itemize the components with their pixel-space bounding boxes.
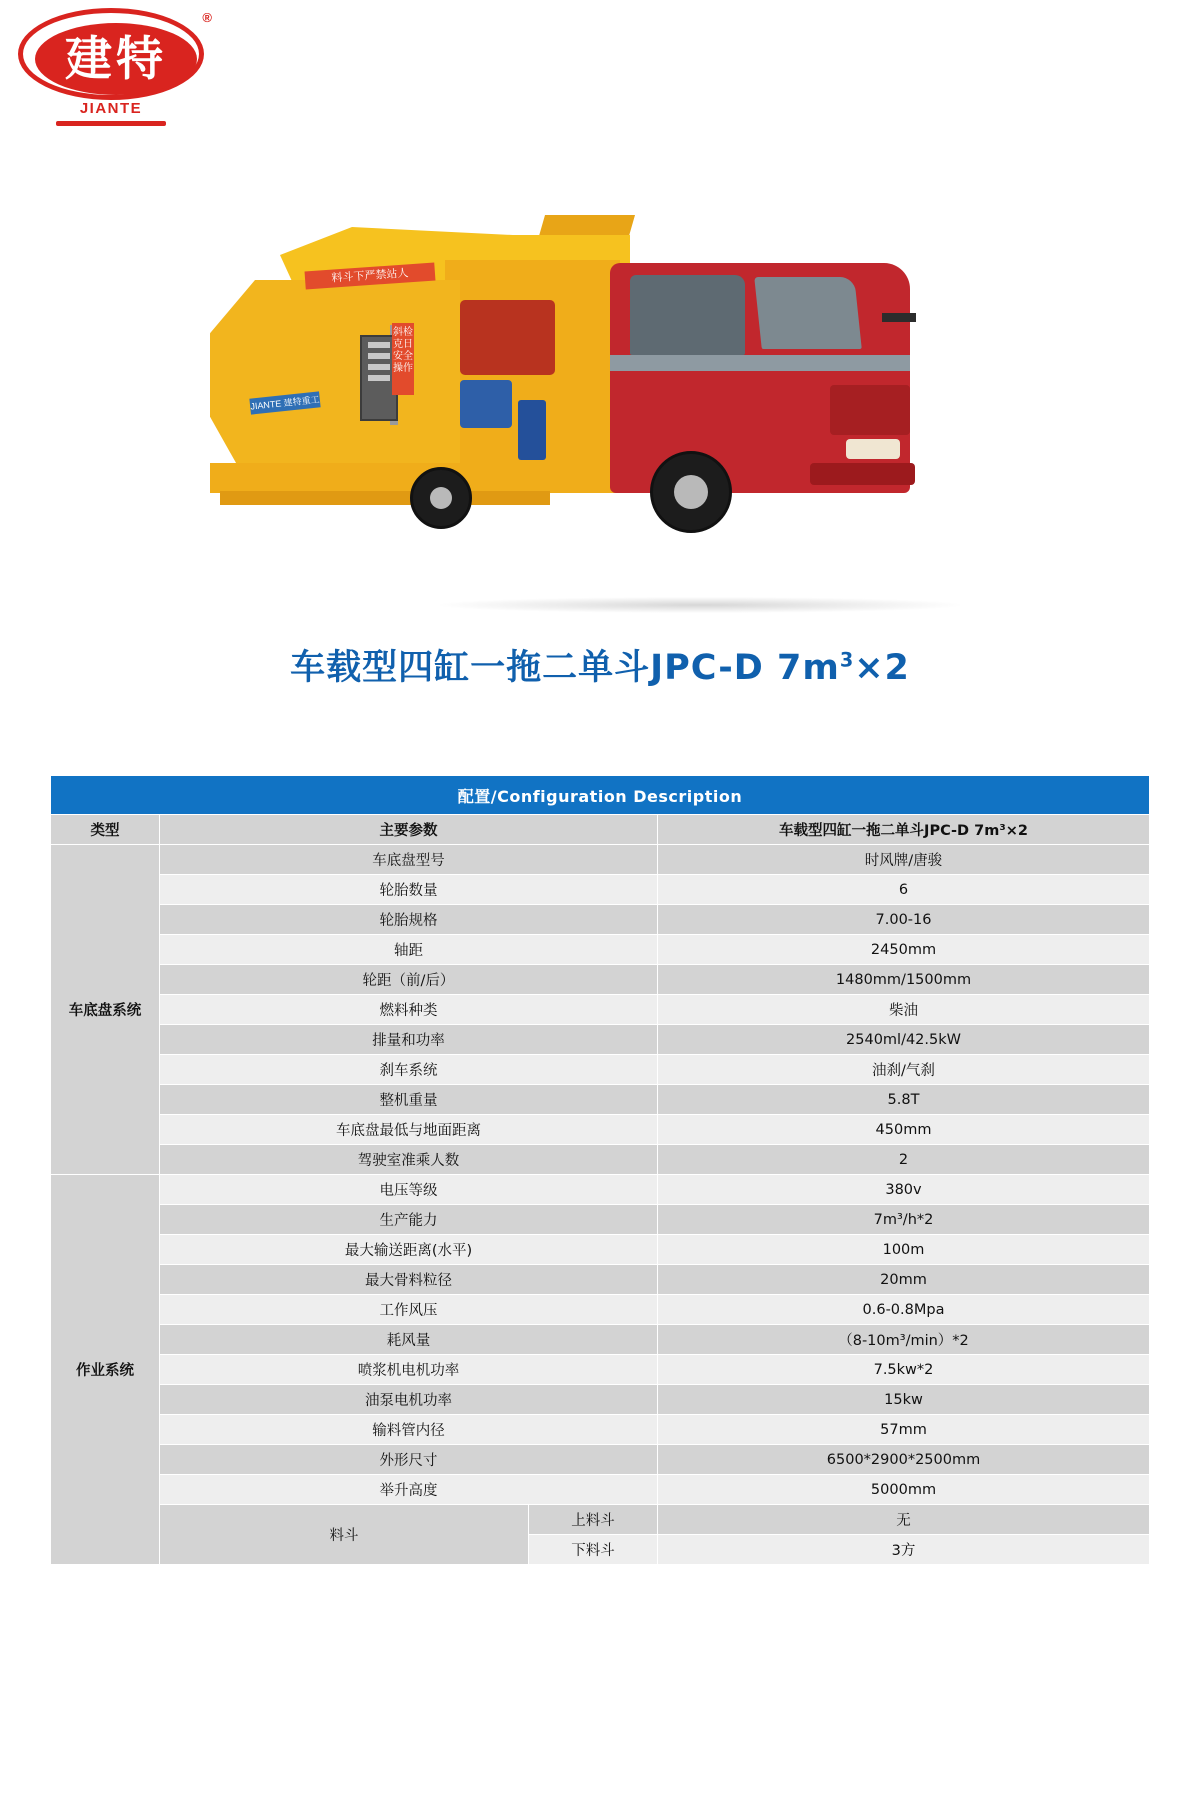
table-row [51, 845, 1150, 875]
param-value: 450mm [658, 1115, 1150, 1145]
param-value: 无 [658, 1505, 1150, 1535]
param-value: 5000mm [658, 1475, 1150, 1505]
param-label: 电压等级 [160, 1175, 658, 1205]
cab-midline-trim [610, 355, 910, 371]
param-value: 6 [658, 875, 1150, 905]
column-header-model: 车载型四缸一拖二单斗JPC-D 7m³×2 [658, 815, 1150, 845]
table-row [51, 1175, 1150, 1205]
param-value: 7m³/h*2 [658, 1205, 1150, 1235]
table-row [51, 1475, 1150, 1505]
param-value: 7.5kw*2 [658, 1355, 1150, 1385]
table-row [51, 1115, 1150, 1145]
cab-side-window [630, 275, 745, 355]
param-value: 柴油 [658, 995, 1150, 1025]
param-label: 轴距 [160, 935, 658, 965]
logo-outer-ring [18, 8, 204, 100]
param-value: 20mm [658, 1265, 1150, 1295]
category-chassis-system: 车底盘系统 [51, 845, 160, 1175]
sub-label-upper-hopper: 上料斗 [529, 1505, 658, 1535]
param-label: 举升高度 [160, 1475, 658, 1505]
table-row [51, 1295, 1150, 1325]
table-row [51, 1325, 1150, 1355]
param-value: 油刹/气刹 [658, 1055, 1150, 1085]
param-label: 轮胎数量 [160, 875, 658, 905]
brand-decal: JIANTE 建特重工 [249, 391, 320, 414]
front-grille [830, 385, 910, 435]
specification-table [50, 775, 1150, 1565]
company-logo [18, 8, 212, 133]
param-label: 轮距（前/后） [160, 965, 658, 995]
page-title-suffix: ×2 [854, 648, 910, 688]
param-label: 刹车系统 [160, 1055, 658, 1085]
param-label: 生产能力 [160, 1205, 658, 1235]
param-label: 工作风压 [160, 1295, 658, 1325]
table-row [51, 1205, 1150, 1235]
param-value: 6500*2900*2500mm [658, 1445, 1150, 1475]
registered-trademark-icon: ® [202, 10, 212, 25]
page-title-main: 车载型四缸一拖二单斗JPC-D 7m [290, 648, 840, 688]
table-row [51, 1235, 1150, 1265]
table-row [51, 875, 1150, 905]
param-value: 57mm [658, 1415, 1150, 1445]
param-label: 驾驶室准乘人数 [160, 1145, 658, 1175]
product-photo [0, 150, 1200, 620]
cab-windshield [754, 277, 862, 349]
param-label: 外形尺寸 [160, 1445, 658, 1475]
param-label: 车底盘型号 [160, 845, 658, 875]
param-value: 2 [658, 1145, 1150, 1175]
headlight [846, 439, 900, 459]
hydraulic-pump-a [460, 380, 512, 428]
param-label: 油泵电机功率 [160, 1385, 658, 1415]
param-label: 车底盘最低与地面距离 [160, 1115, 658, 1145]
param-label: 燃料种类 [160, 995, 658, 1025]
category-operation-system: 作业系统 [51, 1175, 160, 1565]
param-value: 5.8T [658, 1085, 1150, 1115]
table-row [51, 1025, 1150, 1055]
logo-pinyin: JIANTE [79, 100, 143, 117]
table-column-header-row [51, 815, 1150, 845]
param-value: 2540ml/42.5kW [658, 1025, 1150, 1055]
wheel-rear [410, 467, 472, 529]
param-value: 2450mm [658, 935, 1150, 965]
logo-underline-bar [56, 121, 166, 126]
param-label-hopper: 料斗 [160, 1505, 529, 1565]
param-label: 轮胎规格 [160, 905, 658, 935]
param-label: 输料管内径 [160, 1415, 658, 1445]
param-value: 7.00-16 [658, 905, 1150, 935]
table-header-title: 配置/Configuration Description [51, 776, 1150, 815]
page-title [0, 640, 1200, 690]
table-row [51, 995, 1150, 1025]
front-bumper [810, 463, 915, 485]
table-row [51, 1505, 1150, 1535]
side-mirror [882, 313, 916, 322]
warning-decal-top: 料斗下严禁站人 [305, 262, 436, 289]
param-label: 整机重量 [160, 1085, 658, 1115]
table-row [51, 1265, 1150, 1295]
pump-unit-red [460, 300, 555, 375]
param-label: 最大输送距离(水平) [160, 1235, 658, 1265]
table-row [51, 965, 1150, 995]
table-row [51, 1085, 1150, 1115]
column-header-type: 类型 [51, 815, 160, 845]
sub-label-lower-hopper: 下料斗 [529, 1535, 658, 1565]
page-title-superscript: 3 [839, 648, 855, 672]
table-row [51, 1145, 1150, 1175]
warning-decal-side: 斜检克日 安全操作 [392, 323, 414, 395]
param-value: 时风牌/唐骏 [658, 845, 1150, 875]
param-label: 喷浆机电机功率 [160, 1355, 658, 1385]
param-value: 100m [658, 1235, 1150, 1265]
param-label: 耗风量 [160, 1325, 658, 1355]
param-value: 3方 [658, 1535, 1150, 1565]
param-label: 排量和功率 [160, 1025, 658, 1055]
table-row [51, 1055, 1150, 1085]
table-row [51, 1355, 1150, 1385]
chassis-frame-lower [220, 491, 550, 505]
param-label: 最大骨料粒径 [160, 1265, 658, 1295]
table-row [51, 1445, 1150, 1475]
table-row [51, 905, 1150, 935]
param-value: 1480mm/1500mm [658, 965, 1150, 995]
param-value: 15kw [658, 1385, 1150, 1415]
table-row [51, 1415, 1150, 1445]
logo-chinese-name: 建特 [65, 31, 167, 87]
machine-illustration [210, 205, 1000, 585]
lower-hopper [210, 280, 460, 470]
table-header-row [51, 776, 1150, 815]
param-value: （8-10m³/min）*2 [658, 1325, 1150, 1355]
ground-shadow [440, 597, 960, 613]
table-row [51, 1385, 1150, 1415]
table-row [51, 935, 1150, 965]
param-value: 380v [658, 1175, 1150, 1205]
wheel-front [650, 451, 732, 533]
hydraulic-pump-b [518, 400, 546, 460]
param-value: 0.6-0.8Mpa [658, 1295, 1150, 1325]
logo-inner-oval [35, 23, 197, 95]
column-header-parameter: 主要参数 [160, 815, 658, 845]
